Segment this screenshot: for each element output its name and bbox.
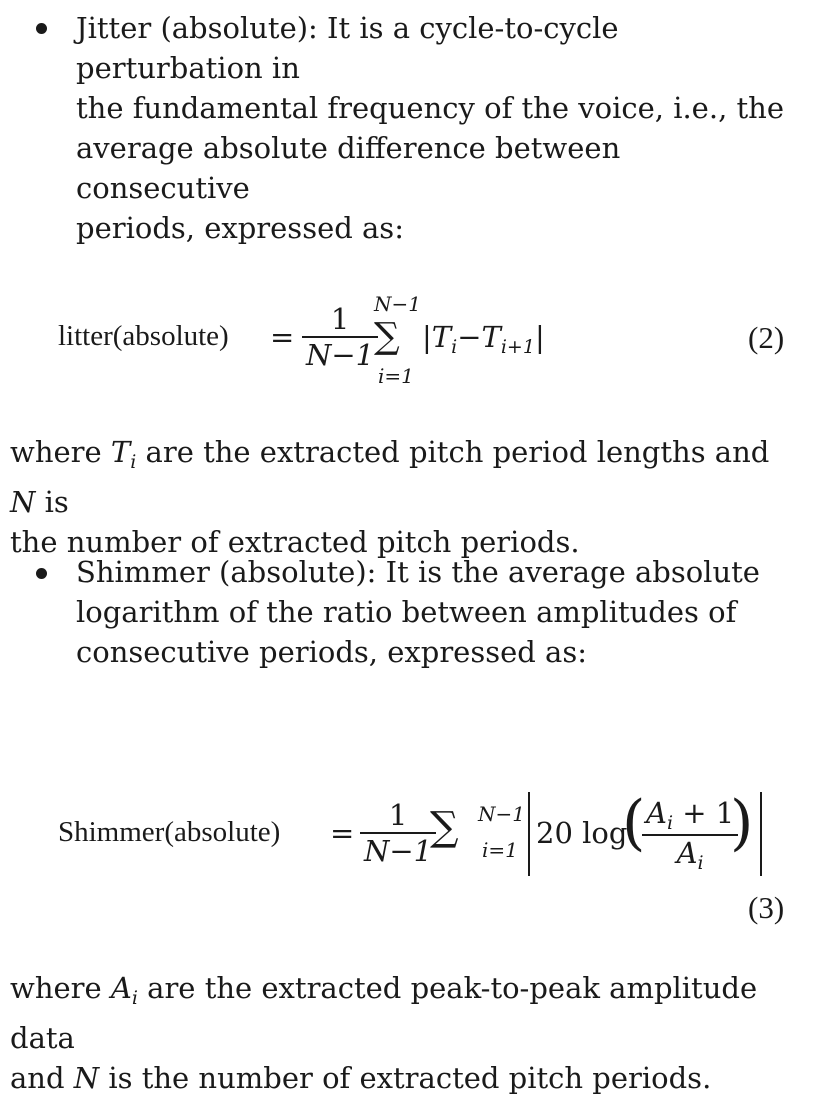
fraction-denominator: N−1 [364,834,433,868]
abs-bar-left [528,792,530,876]
var-N: N [10,485,36,519]
minus-sign: − [457,320,482,354]
sum-symbol: ∑ [374,316,400,357]
fraction-numerator: 1 [388,798,408,832]
inner-denominator: $A_i$ [676,836,704,874]
bullet-dot [36,568,47,579]
var-T: T [481,320,501,354]
shimmer-equation [58,790,798,940]
text-line: periods, expressed as: [76,211,404,245]
equation-label: litter(absolute) [58,320,229,352]
sum-symbol: ∑ [430,804,459,850]
equation-label: Shimmer(absolute) [58,816,281,848]
inner-numerator: $A_i + 1$ [646,796,735,834]
sum-lower-limit: i=1 [378,364,414,388]
text-line: Shimmer (absolute): It is the average absolute [76,555,760,589]
paragraph [10,432,795,562]
bullet-dot [36,23,47,34]
var-N: N [73,1061,100,1095]
inner-fraction [642,796,738,874]
equation-number: (3) [748,890,785,925]
shimmer-bullet-text [76,552,796,672]
sum-upper-limit: N−1 [478,802,525,826]
fraction [302,302,378,372]
fraction [360,798,436,868]
sub-i-plus-1: i+1 [500,336,535,358]
paragraph [10,968,795,1098]
fraction-denominator: N−1 [306,338,375,372]
log-text: 20 log [536,816,628,850]
equals-sign: = [270,320,295,354]
var-T: T [110,435,131,469]
text-line: and N is the number of extracted pitch periods. [10,1061,712,1095]
var-A: A [110,971,132,1005]
sum-lower-limit: i=1 [482,838,518,862]
jitter-equation [58,292,798,392]
text-line: Jitter (absolute): It is a cycle-to-cycle perturbation in [76,11,619,85]
abs-bar-right [760,792,762,876]
jitter-term: $|T_i-T_{i+1}|$ [422,320,545,358]
sub-i: i [130,451,137,473]
paren-left: ( [622,788,646,858]
text-line: average absolute difference between consecutive [76,131,621,205]
text-line: logarithm of the ratio between amplitudes of [76,595,737,629]
text-line: consecutive periods, expressed as: [76,635,587,669]
text-line: the number of extracted pitch periods. [10,525,580,559]
equals-sign: = [330,816,355,850]
paren-right: ) [730,788,754,858]
var-T: T [431,320,452,354]
sub-i: i [131,987,138,1009]
jitter-bullet-text [76,8,796,248]
sum-upper-limit: N−1 [374,292,421,316]
text-line: where $A_i$ are the extracted peak-to-peak amplitude data [10,971,758,1055]
sub-i: i [451,336,458,358]
text-line: where $T_i$ are the extracted pitch period lengths and N is [10,435,770,519]
fraction-numerator: 1 [330,302,350,336]
text-line: the fundamental frequency of the voice, i.e., the [76,91,784,125]
equation-number: (2) [748,320,785,355]
